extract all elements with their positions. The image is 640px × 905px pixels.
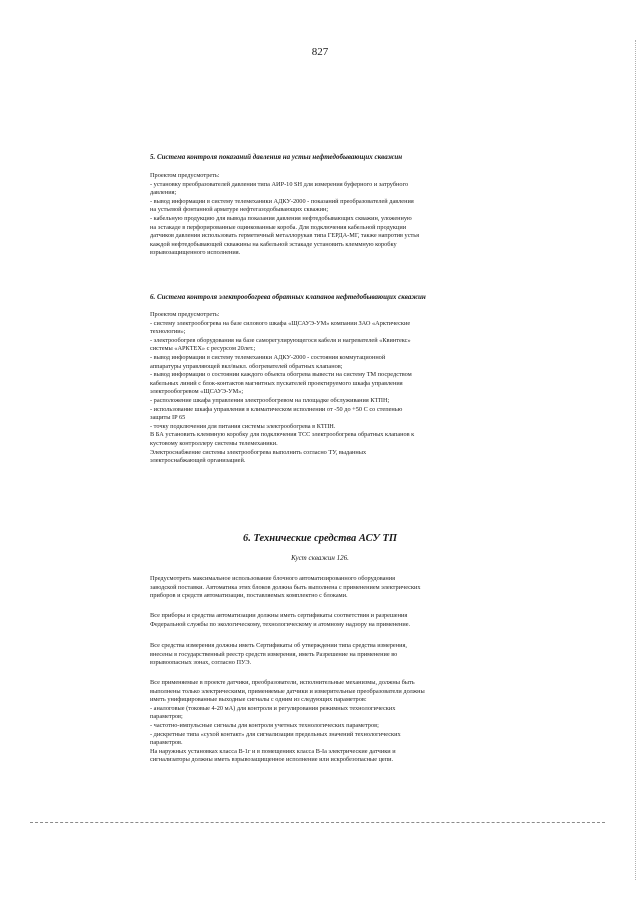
- text-line: Предусмотреть максимальное использование блочного автоматизированного оборудования: [150, 575, 396, 582]
- text-line: электроснабжающей организацией.: [150, 457, 246, 465]
- text-line: взрывоопасных зонах, согласно ПУЭ.: [150, 659, 252, 667]
- text-line: На наружных установках класса В-1г и в помещениях класса В-Iа электрические датчики и: [150, 747, 396, 755]
- text-line: - установку преобразователей давления типа АИР-10 SH для измерения буферного и затрубного: [150, 180, 409, 188]
- text-line: давления;: [150, 189, 177, 197]
- text-line: - систему электрообогрева на базе силового шкафа «ЩСАУЭ-УМ» компании ЗАО «Арктические: [150, 319, 411, 327]
- text-line: - расположение шкафа управления электрообогревом на площадке обслуживания КТПН;: [150, 396, 390, 404]
- text-line: Все средства измерения должны иметь Сертификаты об утверждении типа средства измерения,: [150, 642, 407, 649]
- text-line: внесены в государственный реестр средств измерения, иметь Разрешение на применение во: [150, 650, 398, 658]
- bottom-dashed-rule: [30, 822, 605, 823]
- text-line: аппаратуры управляющей вкл/выкл. обогревателей обратных клапанов;: [150, 362, 343, 370]
- text-line: параметров;: [150, 713, 183, 721]
- text-line: - дискретные типа «сухой контакт» для сигнализации предельных значений технологических: [150, 730, 401, 738]
- scan-margin-mark: [634, 40, 636, 880]
- text-line: Проектом предусмотреть:: [150, 172, 220, 179]
- text-line: - частотно-импульсные сигналы для контроля учетных технологических параметров;: [150, 721, 379, 729]
- chapter-paragraph: [150, 642, 590, 668]
- chapter-paragraph: [150, 612, 590, 629]
- text-line: - кабельную продукцию для вывода показания давления нефтедобывающих скважин, уложенную: [150, 214, 412, 222]
- text-line: Все применяемые в проекте датчики, преобразователи, исполнительные механизмы, должны быть: [150, 679, 415, 686]
- text-line: В БА установить клеммную коробку для подключения ТСС электрообогрева обратных клапанов к: [150, 431, 415, 439]
- section-5-heading: 5. Система контроля показаний давления на устьи нефтедобывающих скважин: [150, 153, 403, 161]
- section-6-heading: 6. Система контроля электрообогрева обратных клапанов нефтедобывающих скважин: [150, 293, 426, 301]
- chapter-paragraph: [150, 575, 590, 601]
- text-line: Электроснабжение системы электрообогрева выполнить согласно ТУ, выданных: [150, 448, 367, 456]
- text-line: каждой нефтедобывающей скважины на кабельной эстакаде установить клеммную коробку: [150, 240, 397, 248]
- text-line: взрывозащищенного исполнения.: [150, 249, 241, 257]
- text-line: - точку подключения для питания системы электрообогрева в КТПН.: [150, 422, 336, 430]
- text-line: - вывод информации в систему телемеханики АДКУ-2000 - показаний преобразователей давления: [150, 197, 414, 205]
- text-line: Федеральной службы по экологическому, технологическому и атомному надзору на применение.: [150, 620, 411, 628]
- section-6-body: [150, 311, 590, 466]
- text-line: заводской поставки. Автоматика этих блоков должна быть выполнена с применением электрических: [150, 583, 421, 591]
- text-line: - электрообогрев оборудования на базе саморегулирующегося кабеля и нагревателей «Квинтекс»: [150, 336, 411, 344]
- section-5-body: [150, 172, 590, 258]
- text-line: иметь унифицированные выходные сигналы с одним из следующих параметров:: [150, 696, 367, 704]
- text-line: сигнализаторы должны иметь взрывозащищенное исполнение или искробезопасные цепи.: [150, 756, 394, 764]
- text-line: датчиков давления использовать герметичный металлорукав типа ГЕРДА-МГ, также напротив устья: [150, 232, 420, 240]
- text-line: Проектом предусмотреть:: [150, 311, 220, 318]
- chapter-subtitle: Куст скважин 126.: [291, 554, 349, 562]
- text-line: - использование шкафа управления в климатическом исполнении от -50 до +50 С со степенью: [150, 405, 403, 413]
- page-number: 827: [311, 46, 329, 58]
- text-line: Все приборы и средства автоматизации должны иметь сертификаты соответствия и разрешения: [150, 612, 408, 619]
- text-line: защиты IP 65: [150, 414, 186, 422]
- chapter-paragraph: [150, 679, 590, 765]
- text-line: на устьевой фонтанной арматуре нефтегазодобывающих скважин;: [150, 206, 329, 214]
- text-line: технологии»;: [150, 328, 186, 336]
- text-line: параметров.: [150, 739, 183, 747]
- text-line: на эстакаде в перфорированные оцинкованные короба. Для подключения кабельной продукции: [150, 223, 407, 231]
- text-line: выполнены только электрическими, применяемые датчики и измерительные преобразователи должны: [150, 687, 425, 695]
- text-line: приборов и средств автоматизации, поставляемых комплектно с блоками.: [150, 592, 348, 600]
- text-line: - вывод информации о состоянии каждого объекта обогрева вывести на систему ТМ посредством: [150, 371, 412, 379]
- text-line: - вывод информации в систему телемеханики АДКУ-2000 - состояния коммутационной: [150, 353, 386, 361]
- chapter-title: 6. Технические средства АСУ ТП: [242, 533, 398, 544]
- text-line: электрообогревом «ЩСАУЭ-УМ»;: [150, 388, 244, 396]
- text-line: - аналоговые (токовые 4-20 мА) для контроля и регулирования режимных технологических: [150, 704, 396, 712]
- text-line: системы «АРКТЕХ» с ресурсом 20лет.;: [150, 345, 256, 353]
- text-line: кустовому контроллеру системы телемеханики.: [150, 439, 278, 447]
- text-line: кабельных линий с блок-контактов магнитных пускателей проектируемого шкафа управления: [150, 379, 403, 387]
